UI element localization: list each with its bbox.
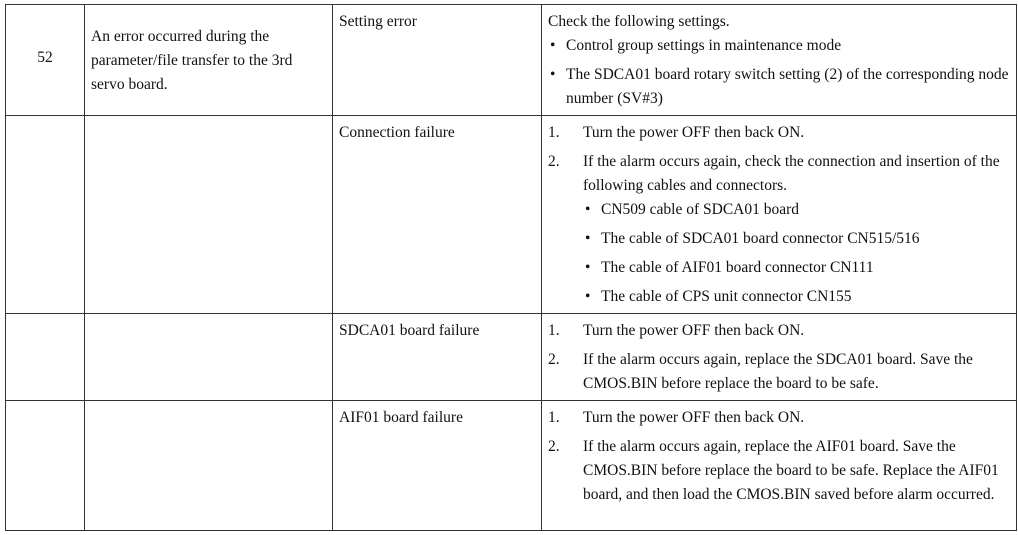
step-text: Turn the power OFF then back ON. [583,409,805,426]
step-number: 2. [548,351,560,368]
step-text: Turn the power OFF then back ON. [583,124,805,141]
table-row [6,5,1017,116]
list-item [548,348,1010,396]
table-row [6,401,1017,531]
alarm-number [6,401,85,531]
alarm-remedy [542,116,1017,314]
alarm-cause: Setting error [333,5,542,116]
table-row [6,116,1017,314]
alarm-table [5,4,1017,531]
list-item: • The SDCA01 board rotary switch setting (2) of the corresponding node number (SV#3) [548,63,1010,111]
step-text: If the alarm occurs again, replace the SDCA01 board. Save the CMOS.BIN before replace the board to be safe. [583,351,973,392]
step-number: 2. [548,438,560,455]
step-number: 2. [548,153,560,170]
alarm-remedy [542,5,1017,116]
alarm-remedy [542,314,1017,401]
list-item: • Control group settings in maintenance mode [548,34,1010,58]
list-item: • CN509 cable of SDCA01 board [583,198,1010,222]
step-text: If the alarm occurs again, check the connection and insertion of the following cables and connectors. [583,153,1000,194]
alarm-description [85,314,333,401]
step-text: If the alarm occurs again, replace the AIF01 board. Save the CMOS.BIN before replace the board to be safe. Replace the AIF01 board, and then load the CMOS.BIN saved before alarm occurred. [583,438,999,503]
remedy-intro: Check the following settings. [548,13,730,30]
step-number: 1. [548,124,560,141]
alarm-number: 52 [6,5,85,116]
list-item: • The cable of AIF01 board connector CN111 [583,256,1010,280]
alarm-number [6,314,85,401]
alarm-description: An error occurred during the parameter/file transfer to the 3rd servo board. [85,5,333,116]
alarm-number [6,116,85,314]
list-item: • The cable of CPS unit connector CN155 [583,285,1010,309]
alarm-description [85,116,333,314]
list-item [548,121,1010,145]
list-item [548,319,1010,343]
step-text: Turn the power OFF then back ON. [583,322,805,339]
alarm-cause: SDCA01 board failure [333,314,542,401]
alarm-cause: AIF01 board failure [333,401,542,531]
alarm-remedy [542,401,1017,531]
list-item [548,150,1010,309]
list-item [548,435,1010,507]
step-number: 1. [548,322,560,339]
alarm-description [85,401,333,531]
list-item: • The cable of SDCA01 board connector CN515/516 [583,227,1010,251]
table-row [6,314,1017,401]
alarm-cause: Connection failure [333,116,542,314]
step-number: 1. [548,409,560,426]
list-item [548,406,1010,430]
